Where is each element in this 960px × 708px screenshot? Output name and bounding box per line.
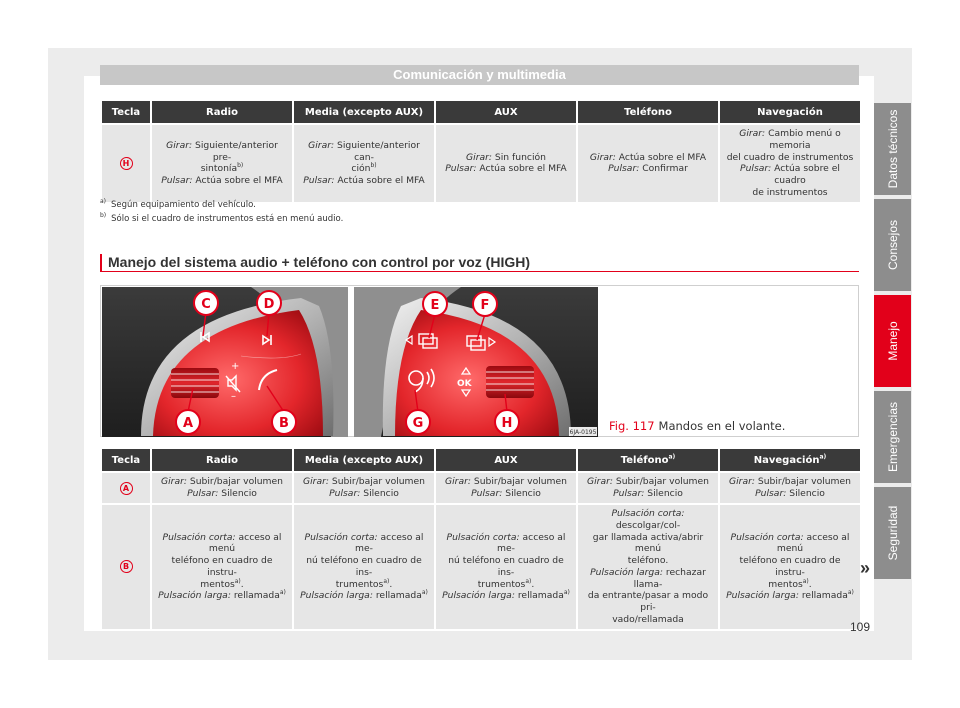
volume-roller bbox=[171, 368, 219, 398]
cell-radio bbox=[152, 471, 292, 503]
col-header-tecla: Tecla bbox=[102, 449, 150, 471]
cell-text: del cuadro de instrumentos bbox=[726, 151, 854, 163]
callout-label: G bbox=[412, 416, 424, 431]
cell-text: acceso al menú bbox=[776, 531, 850, 555]
footnote-ref: a) bbox=[668, 453, 676, 461]
cell-media: Pulsación corta: acceso al me- nú teléfono en cuadro de ins- trumentos$^{a)}$. Pulsación larga: rellamada$^{a)}$ bbox=[294, 503, 434, 629]
figure-code: 6JA-0195 bbox=[569, 429, 597, 436]
cell-text: mentos bbox=[200, 578, 235, 590]
cell-aux bbox=[436, 471, 576, 503]
action-label: Pulsación corta: bbox=[162, 531, 236, 543]
callout-label: D bbox=[263, 297, 275, 312]
cell-text: Siguiente/anterior can- bbox=[334, 139, 420, 163]
cell-text: Subir/bajar volumen bbox=[470, 476, 567, 488]
footnote-ref: a) bbox=[563, 589, 570, 597]
action-label: Pulsar: bbox=[471, 488, 503, 499]
cell-aux: Pulsación corta: acceso al me- nú teléfono en cuadro de ins- trumentos$^{a)}$. Pulsación larga: rellamada$^{a)}$ bbox=[436, 503, 576, 629]
table-row-h bbox=[102, 123, 860, 202]
cell-radio bbox=[152, 123, 292, 202]
figure-caption-text: Mandos en el volante. bbox=[658, 419, 786, 433]
tab-label: Consejos bbox=[885, 219, 900, 271]
table-header-row bbox=[102, 449, 860, 471]
footnote-a bbox=[100, 198, 343, 212]
cell-text: ción bbox=[351, 163, 371, 175]
cell-text: Subir/bajar volumen bbox=[328, 476, 425, 488]
action-label: Pulsación larga: bbox=[726, 590, 799, 602]
figure-number: Fig. 117 bbox=[609, 419, 655, 433]
tab-label: Seguridad bbox=[885, 505, 900, 561]
action-label: Girar: bbox=[445, 476, 471, 488]
controls-table-bottom bbox=[100, 449, 862, 629]
key-badge-b: B bbox=[120, 560, 133, 573]
action-label: Pulsación corta: bbox=[730, 531, 804, 543]
callout-label: E bbox=[430, 298, 440, 313]
cell-navegacion: Pulsación corta: acceso al menú teléfono en cuadro de instru- mentos$^{a)}$. Pulsación larga: rellamada$^{a)}$ bbox=[720, 503, 860, 629]
footnote-ref: b) bbox=[237, 162, 244, 170]
cell-telefono bbox=[578, 503, 718, 629]
callout-b bbox=[272, 410, 296, 434]
action-label: Pulsar: bbox=[329, 488, 361, 499]
cell-text: rellamada bbox=[372, 590, 422, 602]
col-header-media: Media (excepto AUX) bbox=[294, 449, 434, 471]
cell-text: Siguiente/anterior pre- bbox=[192, 139, 278, 163]
cell-text: teléfono en cuadro de instru- bbox=[739, 555, 841, 578]
callout-label: A bbox=[182, 416, 194, 431]
cell-text: de instrumentos bbox=[752, 186, 828, 198]
cell-text: nú teléfono en cuadro de ins- bbox=[448, 555, 564, 578]
cell-text: Silencio bbox=[502, 488, 541, 499]
figure-caption bbox=[609, 419, 785, 433]
action-label: Girar: bbox=[161, 476, 187, 488]
action-label: Girar: bbox=[589, 151, 616, 163]
cell-text: rellamada bbox=[230, 590, 280, 602]
action-label: Pulsar: bbox=[613, 488, 645, 499]
figure-box bbox=[100, 285, 859, 437]
action-label: Pulsar: bbox=[187, 488, 219, 499]
cell-text: Sin función bbox=[491, 151, 546, 163]
footnote-ref: a) bbox=[819, 453, 827, 461]
action-label: Girar: bbox=[587, 476, 613, 488]
minus-symbol: – bbox=[231, 391, 236, 402]
action-label: Pulsación larga: bbox=[442, 590, 515, 602]
tab-seguridad[interactable] bbox=[874, 487, 911, 579]
col-header-navegacion: Navegación bbox=[720, 101, 860, 123]
cell-text: Silencio bbox=[360, 488, 399, 499]
tab-label: Datos técnicos bbox=[885, 109, 900, 189]
callout-a bbox=[176, 410, 200, 434]
table-header-row bbox=[102, 101, 860, 123]
callout-label: C bbox=[201, 297, 211, 312]
cell-text: rellamada bbox=[798, 590, 848, 602]
action-label: Girar: bbox=[308, 139, 335, 151]
header-text: Teléfono bbox=[620, 454, 669, 466]
callout-label: H bbox=[501, 416, 513, 431]
action-label: Girar: bbox=[303, 476, 329, 488]
cell-text: Actúa sobre el MFA bbox=[334, 175, 425, 187]
footnote-ref: a) bbox=[421, 589, 428, 597]
footnote-ref: a) bbox=[847, 589, 854, 597]
cell-text: mentos bbox=[768, 578, 803, 590]
action-label: Pulsar: bbox=[755, 488, 787, 499]
cell-aux bbox=[436, 123, 576, 202]
action-label: Pulsar: bbox=[445, 163, 477, 175]
cell-telefono bbox=[578, 123, 718, 202]
col-header-aux: AUX bbox=[436, 449, 576, 471]
footnote-mark: b) bbox=[100, 212, 107, 220]
action-label: Pulsación larga: bbox=[158, 590, 231, 602]
key-badge-a: A bbox=[120, 482, 133, 495]
callout-e bbox=[423, 292, 447, 316]
footnote-ref: a) bbox=[525, 577, 532, 585]
cell-text: Actúa sobre el MFA bbox=[192, 175, 283, 187]
cell-text: Subir/bajar volumen bbox=[186, 476, 283, 488]
table-row-b bbox=[102, 503, 860, 629]
action-label: Pulsar: bbox=[740, 163, 772, 175]
key-cell bbox=[102, 123, 150, 202]
cell-text: gar llamada activa/abrir menú bbox=[592, 531, 704, 555]
cell-text: acceso al menú bbox=[208, 531, 282, 555]
steering-wheel-controls-illustration bbox=[101, 286, 860, 438]
footnote-text: Según equipamiento del vehículo. bbox=[111, 200, 256, 210]
action-label: Girar: bbox=[729, 476, 755, 488]
action-label: Girar: bbox=[166, 139, 193, 151]
header-text: Navegación bbox=[753, 454, 820, 466]
footnote-ref: a) bbox=[802, 577, 809, 585]
cell-text: Confirmar bbox=[639, 163, 688, 175]
cell-navegacion bbox=[720, 123, 860, 202]
footnote-text: Sólo si el cuadro de instrumentos está en menú audio. bbox=[111, 214, 344, 224]
cell-text: Cambio menú o memoria bbox=[765, 128, 841, 151]
plus-symbol: + bbox=[231, 361, 240, 372]
tab-label: Manejo bbox=[885, 321, 900, 361]
key-badge-h: H bbox=[120, 157, 133, 170]
col-header-radio: Radio bbox=[152, 449, 292, 471]
col-header-aux: AUX bbox=[436, 101, 576, 123]
cell-text: descolgar/col- bbox=[615, 519, 681, 531]
left-panel bbox=[102, 287, 348, 437]
cell-text: trumentos bbox=[335, 578, 384, 590]
cell-navegacion bbox=[720, 471, 860, 503]
cell-text: sintonía bbox=[200, 163, 238, 175]
page-header: Comunicación y multimedia bbox=[100, 65, 859, 85]
tab-label: Emergencias bbox=[885, 401, 900, 473]
col-header-navegacion bbox=[720, 449, 860, 471]
cell-text: da entrante/pasar a modo pri- bbox=[587, 590, 709, 614]
cell-text: Actúa sobre el MFA bbox=[476, 163, 567, 175]
menu-roller bbox=[486, 366, 534, 398]
cell-text: trumentos bbox=[477, 578, 526, 590]
cell-text: Subir/bajar volumen bbox=[754, 476, 851, 488]
cell-radio: Pulsación corta: acceso al menú teléfono en cuadro de instru- mentos$^{a)}$. Pulsación larga: rellamada$^{a)}$ bbox=[152, 503, 292, 629]
controls-table-top bbox=[100, 101, 862, 202]
cell-text: rellamada bbox=[514, 590, 564, 602]
cell-media bbox=[294, 471, 434, 503]
section-title: Manejo del sistema audio + teléfono con control por voz (HIGH) bbox=[100, 254, 859, 272]
footnote-ref: b) bbox=[370, 162, 377, 170]
callout-d bbox=[257, 291, 281, 315]
col-header-telefono bbox=[578, 449, 718, 471]
action-label: Pulsación larga: bbox=[300, 590, 373, 602]
footnote-ref: a) bbox=[383, 577, 390, 585]
footnote-b bbox=[100, 212, 343, 226]
ok-label: OK bbox=[457, 379, 472, 389]
callout-g bbox=[406, 410, 430, 434]
cell-text: Subir/bajar volumen bbox=[612, 476, 709, 488]
cell-text: rechazar llama- bbox=[633, 566, 706, 590]
action-label: Girar: bbox=[739, 128, 766, 139]
action-label: Pulsación corta: bbox=[611, 508, 685, 519]
tab-consejos[interactable] bbox=[874, 199, 911, 291]
action-label: Girar: bbox=[466, 151, 492, 163]
action-label: Pulsar: bbox=[161, 175, 193, 187]
col-header-media: Media (excepto AUX) bbox=[294, 101, 434, 123]
cell-text: vado/rellamada bbox=[612, 613, 684, 625]
cell-media bbox=[294, 123, 434, 202]
cell-text: Silencio bbox=[218, 488, 257, 499]
key-cell bbox=[102, 503, 150, 629]
action-label: Pulsar: bbox=[608, 163, 640, 175]
tab-manejo[interactable] bbox=[874, 295, 911, 387]
continue-mark: » bbox=[860, 558, 871, 578]
tab-emergencias[interactable] bbox=[874, 391, 911, 483]
action-label: Pulsación corta: bbox=[446, 531, 520, 543]
col-header-tecla: Tecla bbox=[102, 101, 150, 123]
cell-text: teléfono en cuadro de instru- bbox=[171, 555, 273, 578]
cell-text: Actúa sobre el MFA bbox=[615, 151, 707, 163]
cell-text: acceso al me- bbox=[497, 531, 566, 555]
tab-datos-tecnicos[interactable] bbox=[874, 103, 911, 195]
callout-c bbox=[194, 291, 218, 315]
col-header-radio: Radio bbox=[152, 101, 292, 123]
callout-label: F bbox=[480, 298, 490, 313]
action-label: Pulsar: bbox=[303, 175, 335, 187]
key-cell bbox=[102, 471, 150, 503]
callout-label: B bbox=[279, 416, 289, 431]
cell-text: teléfono. bbox=[627, 555, 669, 567]
callout-f bbox=[473, 292, 497, 316]
cell-text: nú teléfono en cuadro de ins- bbox=[306, 555, 422, 578]
footnote-ref: a) bbox=[279, 589, 286, 597]
action-label: Pulsación corta: bbox=[304, 531, 378, 543]
action-label: Pulsación larga: bbox=[590, 566, 663, 578]
cell-text: acceso al me- bbox=[355, 531, 424, 555]
cell-text: Silencio bbox=[644, 488, 683, 499]
page-number: 109 bbox=[850, 620, 871, 634]
col-header-telefono: Teléfono bbox=[578, 101, 718, 123]
footnote-mark: a) bbox=[100, 198, 107, 206]
footnotes bbox=[100, 198, 343, 226]
cell-text: Silencio bbox=[786, 488, 825, 499]
table-row-a bbox=[102, 471, 860, 503]
cell-text: Actúa sobre el cuadro bbox=[771, 163, 840, 187]
footnote-ref: a) bbox=[234, 577, 241, 585]
callout-h bbox=[495, 410, 519, 434]
cell-telefono bbox=[578, 471, 718, 503]
